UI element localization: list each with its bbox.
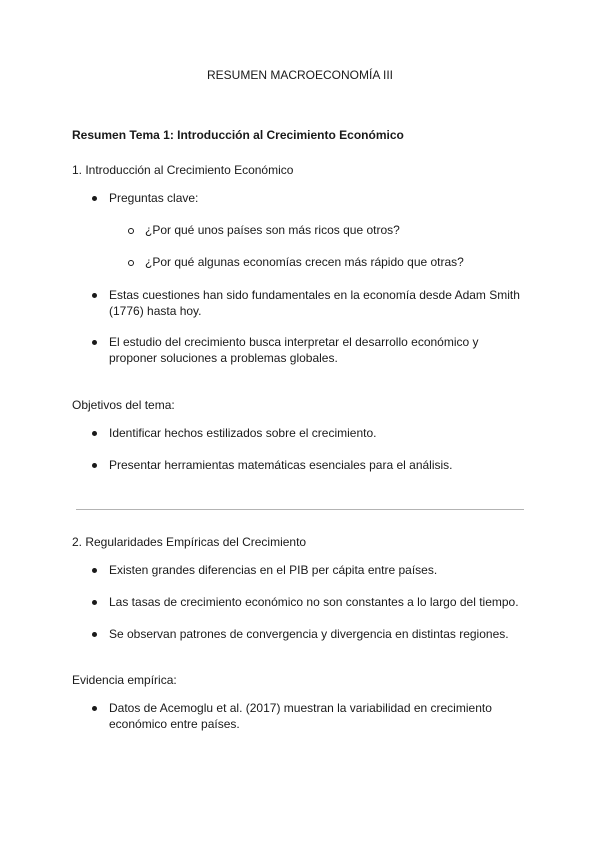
horizontal-divider — [76, 509, 524, 510]
objetivos-heading: Objetivos del tema: — [72, 398, 175, 412]
list-item-question-2: ¿Por qué algunas economías crecen más rápido que otras? — [145, 255, 464, 269]
bullet-icon — [92, 600, 97, 605]
list-item-cuestiones-line2: (1776) hasta hoy. — [109, 304, 202, 318]
section1-heading: 1. Introducción al Crecimiento Económico — [72, 163, 294, 177]
bullet-icon — [92, 196, 97, 201]
hollow-bullet-icon — [128, 260, 134, 266]
list-item-patrones: Se observan patrones de convergencia y divergencia en distintas regiones. — [109, 627, 509, 641]
section2-heading: 2. Regularidades Empíricas del Crecimiento — [72, 535, 307, 549]
list-item-tasas: Las tasas de crecimiento económico no son constantes a lo largo del tiempo. — [109, 595, 519, 609]
bullet-icon — [92, 463, 97, 468]
bullet-icon — [92, 431, 97, 436]
hollow-bullet-icon — [128, 228, 134, 234]
bullet-icon — [92, 340, 97, 345]
list-item-evidencia-line2: económico entre países. — [109, 717, 240, 731]
bullet-icon — [92, 706, 97, 711]
bullet-icon — [92, 632, 97, 637]
summary-subtitle: Resumen Tema 1: Introducción al Crecimiento Económico — [72, 128, 404, 142]
bullet-icon — [92, 293, 97, 298]
list-item-evidencia-line1: Datos de Acemoglu et al. (2017) muestran la variabilidad en crecimiento — [109, 701, 492, 715]
list-item-preguntas: Preguntas clave: — [109, 191, 199, 205]
list-item-objetivo-1: Identificar hechos estilizados sobre el crecimiento. — [109, 426, 377, 440]
list-item-question-1: ¿Por qué unos países son más ricos que otros? — [145, 223, 400, 237]
evidencia-heading: Evidencia empírica: — [72, 673, 177, 687]
bullet-icon — [92, 568, 97, 573]
list-item-objetivo-2: Presentar herramientas matemáticas esenciales para el análisis. — [109, 458, 453, 472]
list-item-diferencias: Existen grandes diferencias en el PIB per cápita entre países. — [109, 563, 438, 577]
document-title: RESUMEN MACROECONOMÍA III — [206, 68, 394, 82]
list-item-estudio-line2: proponer soluciones a problemas globales. — [109, 351, 338, 365]
list-item-cuestiones-line1: Estas cuestiones han sido fundamentales en la economía desde Adam Smith — [109, 288, 520, 302]
list-item-estudio-line1: El estudio del crecimiento busca interpretar el desarrollo económico y — [109, 335, 479, 349]
